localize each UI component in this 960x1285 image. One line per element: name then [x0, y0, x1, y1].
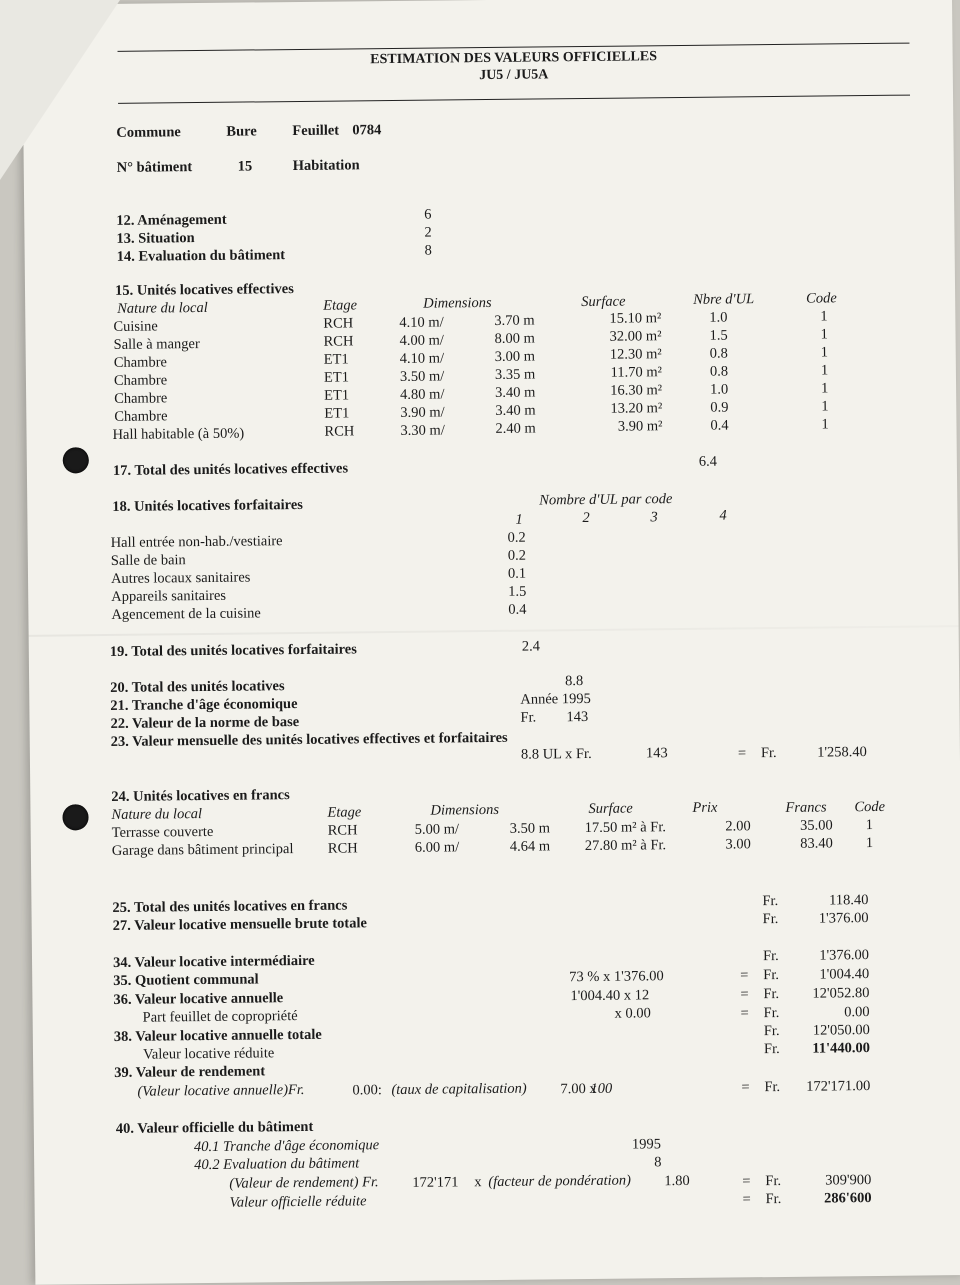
- list-item-value: 1.5: [508, 583, 527, 600]
- cell-surface: 11.70 m²: [610, 364, 662, 381]
- list-item-label: Appareils sanitaires: [111, 587, 227, 605]
- cell-nbre: 0.9: [710, 399, 729, 416]
- col-header-prix: Prix: [692, 799, 718, 816]
- section-40-reduced-value: 286'600: [823, 1190, 872, 1207]
- list-item-value: 0.2: [507, 547, 527, 564]
- cell-nature: Hall habitable (à 50%): [112, 425, 245, 443]
- section-39-currency: Fr.: [764, 1078, 781, 1096]
- section-18-title: 18. Unités locatives forfaitaires: [112, 496, 303, 515]
- cell-nature: Chambre: [114, 390, 168, 407]
- section-20-label: 20. Total des unités locatives: [110, 678, 285, 696]
- section-22-currency: Fr.: [520, 709, 537, 726]
- total-eq: =: [740, 1005, 749, 1022]
- section-40-factor: 1.80: [664, 1172, 690, 1190]
- section-40-calc-x: x: [474, 1174, 482, 1191]
- total-label: 38. Valeur locative annuelle totale: [113, 1026, 322, 1045]
- total-currency: Fr.: [763, 1022, 780, 1040]
- total-value: 11'440.00: [812, 1040, 871, 1057]
- section-17-label: 17. Total des unités locatives effectives: [112, 460, 349, 479]
- total-value: 0.00: [844, 1004, 870, 1021]
- feuillet-label: Feuillet: [292, 122, 340, 140]
- section-40-calc-eq: =: [742, 1173, 751, 1190]
- section-40-1-label: 40.1 Tranche d'âge économique: [193, 1137, 380, 1156]
- section-40-calc-value: 309'900: [825, 1172, 872, 1189]
- section-40-reduced-currency: Fr.: [765, 1190, 782, 1208]
- cell-code: 1: [865, 835, 874, 852]
- cell-dim2: 3.35 m: [494, 366, 536, 383]
- header-bottom-rule: [118, 95, 910, 104]
- section-20-value: 8.8: [565, 673, 584, 690]
- list-item-label: Salle de bain: [110, 552, 186, 569]
- total-currency: Fr.: [762, 910, 779, 928]
- cell-surface: 17.50 m² à Fr.: [584, 819, 667, 837]
- total-label: 36. Valeur locative annuelle: [113, 990, 284, 1008]
- cell-code: 1: [821, 380, 829, 397]
- punch-hole-top: [63, 447, 89, 473]
- section-17-value: 6.4: [698, 453, 718, 470]
- total-label: Part feuillet de copropriété: [142, 1008, 298, 1026]
- cell-dim1: 3.50 m/: [399, 368, 445, 385]
- total-currency: Fr.: [762, 947, 779, 965]
- cell-surface: 13.20 m²: [610, 400, 663, 417]
- section-40-reduced-eq: =: [742, 1191, 751, 1208]
- rating-label: 14. Evaluation du bâtiment: [116, 247, 286, 265]
- cell-etage: RCH: [327, 840, 358, 857]
- cell-dim2: 3.00 m: [494, 348, 536, 365]
- section-23-calc: 8.8 UL x Fr.: [520, 745, 592, 763]
- section-39-title: 39. Valeur de rendement: [114, 1063, 266, 1081]
- rating-label: 12. Aménagement: [116, 211, 227, 229]
- col-header-code: Code: [806, 290, 837, 307]
- col-header-etage: Etage: [323, 297, 358, 314]
- list-item-label: Agencement de la cuisine: [111, 605, 261, 623]
- cell-etage: RCH: [323, 315, 354, 332]
- section-15-title: 15. Unités locatives effectives: [114, 281, 294, 299]
- code-column-header: 4: [719, 507, 727, 524]
- section-22-label: 22. Valeur de la norme de base: [110, 714, 300, 732]
- col-header-nature: Nature du local: [117, 299, 208, 317]
- section-40-reduced-label: Valeur officielle réduite: [229, 1193, 367, 1211]
- cell-dim2: 8.00 m: [494, 330, 535, 347]
- col-header-nbre: Nbre d'UL: [693, 291, 755, 308]
- cell-nature: Garage dans bâtiment principal: [111, 841, 294, 859]
- cell-etage: ET1: [323, 369, 349, 386]
- total-value: 12'052.80: [812, 985, 870, 1002]
- cell-nbre: 1.0: [710, 381, 729, 398]
- section-23-eq: =: [737, 745, 747, 762]
- col-header-surface: Surface: [588, 800, 633, 817]
- total-calc: 1'004.40 x 12: [570, 987, 650, 1005]
- total-calc: 73 % x 1'376.00: [569, 968, 664, 986]
- section-39-eq: =: [741, 1079, 750, 1096]
- section-40-1-value: 1995: [631, 1136, 662, 1153]
- cell-prix: 3.00: [725, 836, 751, 853]
- cell-dim2: 3.70 m: [494, 312, 535, 329]
- col-header-francs: Francs: [785, 799, 827, 816]
- cell-dim1: 4.00 m/: [399, 332, 444, 349]
- cell-dim1: 4.10 m/: [399, 314, 444, 331]
- total-calc: x 0.00: [614, 1005, 651, 1022]
- section-22-value: 143: [566, 708, 589, 726]
- col-header-dimensions: Dimensions: [423, 294, 492, 312]
- section-21-value: Année 1995: [520, 690, 591, 708]
- cell-nature: Cuisine: [113, 318, 158, 335]
- cell-nature: Chambre: [113, 354, 168, 371]
- section-23-currency: Fr.: [760, 745, 777, 762]
- cell-etage: ET1: [324, 405, 350, 422]
- total-value: 1'376.00: [819, 947, 870, 964]
- cell-nbre: 0.8: [709, 345, 728, 362]
- col-header-surface: Surface: [581, 293, 626, 311]
- col-header-dimensions: Dimensions: [430, 801, 500, 819]
- cell-dim2: 3.40 m: [495, 384, 536, 401]
- cell-etage: RCH: [323, 333, 354, 350]
- code-column-header: 1: [515, 511, 523, 528]
- section-40-title: 40. Valeur officielle du bâtiment: [115, 1118, 314, 1137]
- list-item-value: 0.1: [507, 565, 527, 582]
- total-currency: Fr.: [762, 893, 779, 910]
- cell-surface: 3.90 m²: [617, 418, 663, 435]
- list-item-label: Hall entrée non-hab./vestiaire: [110, 533, 283, 551]
- cell-etage: ET1: [324, 387, 350, 404]
- cell-dim1: 6.00 m/: [414, 839, 460, 856]
- cell-dim1: 3.30 m/: [400, 422, 445, 439]
- cell-francs: 35.00: [799, 817, 833, 834]
- total-value: 12'050.00: [812, 1022, 870, 1039]
- document-page: [22, 0, 960, 1285]
- total-eq: =: [740, 986, 749, 1003]
- section-39-amount: 0.00:: [352, 1082, 382, 1099]
- cell-code: 1: [820, 344, 829, 361]
- cell-code: 1: [820, 362, 829, 379]
- section-39-value: 172'171.00: [806, 1078, 871, 1095]
- rating-value: 2: [424, 224, 432, 241]
- cell-nature: Chambre: [114, 408, 168, 425]
- feuillet-value: 0784: [352, 122, 382, 139]
- total-label: 25. Total des unités locatives en francs: [112, 897, 348, 916]
- total-currency: Fr.: [763, 1040, 780, 1058]
- col-header-code: Code: [854, 798, 886, 816]
- cell-dim2: 4.64 m: [509, 838, 551, 855]
- cell-nbre: 0.4: [710, 417, 729, 434]
- cell-dim2: 2.40 m: [495, 420, 536, 437]
- batiment-value: 15: [237, 158, 253, 175]
- cell-etage: RCH: [327, 822, 358, 839]
- total-value: 1'376.00: [818, 910, 869, 927]
- total-currency: Fr.: [763, 985, 780, 1003]
- cell-surface: 15.10 m²: [609, 310, 662, 327]
- section-40-calc-label: (Valeur de rendement) Fr.: [229, 1174, 379, 1192]
- cell-code: 1: [820, 326, 828, 343]
- rating-label: 13. Situation: [116, 230, 195, 247]
- cell-nbre: 1.5: [709, 327, 728, 344]
- total-eq: =: [740, 967, 749, 984]
- rating-value: 8: [424, 242, 432, 259]
- section-23-result: 1'258.40: [817, 744, 867, 761]
- section-18-header: Nombre d'UL par code: [539, 491, 673, 509]
- list-item-value: 0.4: [508, 601, 527, 618]
- total-currency: Fr.: [763, 1004, 780, 1022]
- section-24-title: 24. Unités locatives en francs: [111, 787, 290, 805]
- cell-dim1: 3.90 m/: [400, 404, 445, 421]
- section-40-factor-label: (facteur de pondération): [488, 1172, 632, 1191]
- paper-fold: [29, 625, 959, 637]
- cell-etage: RCH: [324, 423, 355, 440]
- total-label: 35. Quotient communal: [113, 971, 259, 989]
- total-currency: Fr.: [763, 966, 780, 984]
- cell-dim2: 3.50 m: [509, 820, 551, 837]
- section-40-calc-amount: 172'171: [412, 1174, 459, 1191]
- cell-code: 1: [821, 416, 829, 433]
- cell-etage: ET1: [323, 351, 349, 368]
- punch-hole-bottom: [62, 804, 88, 830]
- section-19-value: 2.4: [521, 638, 540, 655]
- cell-dim2: 3.40 m: [495, 402, 536, 419]
- list-item-label: Autres locaux sanitaires: [110, 569, 251, 587]
- section-40-2-value: 8: [654, 1154, 662, 1171]
- total-label: 27. Valeur locative mensuelle brute totale: [112, 915, 368, 934]
- cell-nature: Terrasse couverte: [111, 823, 214, 841]
- cell-code: 1: [821, 398, 829, 415]
- code-column-header: 2: [582, 509, 590, 527]
- document-title: ESTIMATION DES VALEURS OFFICIELLES: [370, 49, 658, 68]
- section-39-rate: 7.00 x: [560, 1080, 597, 1098]
- section-39-label: (Valeur locative annuelle)Fr.: [137, 1081, 305, 1100]
- total-value: 118.40: [829, 892, 869, 909]
- rating-value: 6: [424, 206, 432, 223]
- total-label: Valeur locative réduite: [142, 1045, 275, 1063]
- section-40-calc-currency: Fr.: [765, 1172, 782, 1190]
- col-header-etage: Etage: [327, 804, 362, 821]
- batiment-type: Habitation: [292, 157, 360, 175]
- cell-dim1: 4.10 m/: [399, 350, 445, 367]
- commune-label: Commune: [116, 124, 181, 141]
- commune-value: Bure: [226, 123, 257, 140]
- cell-francs: 83.40: [800, 835, 833, 852]
- section-39-rate-label: (taux de capitalisation): [391, 1080, 527, 1099]
- cell-dim1: 4.80 m/: [400, 386, 445, 403]
- document-subtitle: JU5 / JU5A: [479, 67, 549, 84]
- cell-surface: 32.00 m²: [609, 328, 662, 345]
- section-19-label: 19. Total des unités locatives forfaitaires: [109, 641, 357, 660]
- total-value: 1'004.40: [819, 966, 870, 983]
- cell-prix: 2.00: [725, 818, 751, 835]
- cell-code: 1: [820, 308, 828, 325]
- cell-dim1: 5.00 m/: [414, 821, 460, 838]
- batiment-label: N° bâtiment: [116, 159, 193, 176]
- section-23-label: 23. Valeur mensuelle des unités locatives effectives et forfaitaires: [110, 729, 508, 750]
- cell-nbre: 0.8: [709, 363, 729, 380]
- cell-nature: Chambre: [113, 372, 168, 389]
- code-column-header: 3: [650, 509, 658, 526]
- cell-nbre: 1.0: [709, 309, 728, 326]
- cell-surface: 12.30 m²: [609, 346, 662, 363]
- cell-surface: 27.80 m² à Fr.: [584, 837, 667, 855]
- section-23-rate: 143: [645, 745, 668, 762]
- section-21-label: 21. Tranche d'âge économique: [110, 696, 298, 714]
- col-header-nature: Nature du local: [111, 806, 203, 823]
- cell-code: 1: [865, 817, 873, 834]
- total-label: 34. Valeur locative intermédiaire: [112, 952, 315, 971]
- section-40-2-label: 40.2 Evaluation du bâtiment: [194, 1155, 360, 1174]
- cell-nature: Salle à manger: [113, 336, 200, 353]
- list-item-value: 0.2: [507, 529, 526, 546]
- cell-surface: 16.30 m²: [610, 382, 663, 399]
- section-39-multiplier: 100: [590, 1080, 613, 1097]
